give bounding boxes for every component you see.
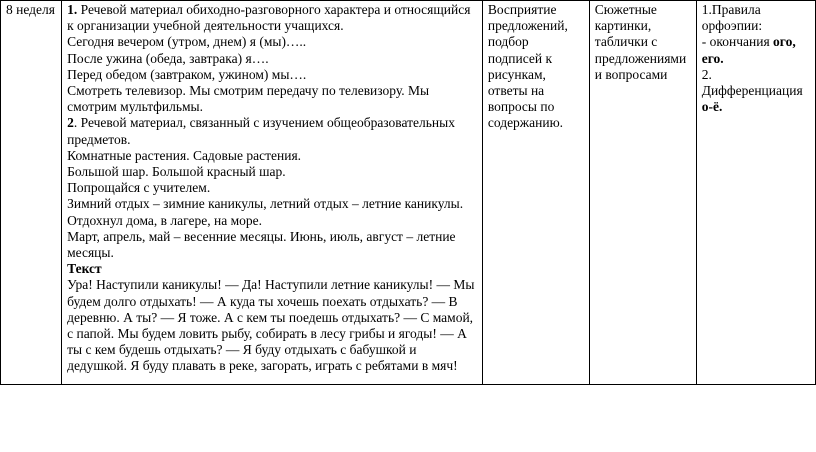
speech-material-cell <box>62 1 483 385</box>
text-heading: Текст <box>67 261 102 277</box>
week-label: 8 неделя <box>6 2 55 17</box>
rules-line-1: 1.Правила орфоэпии: <box>701 2 763 34</box>
rules-line-4: о-ё. <box>701 99 723 115</box>
item1-number: 1. <box>67 2 78 17</box>
rules-line-3: 2. Дифференциация <box>701 66 803 99</box>
visual-aids-text: Сюжетные картинки, таблички с предложениями и вопросами <box>594 2 687 82</box>
item1-text: Речевой материал обиходно-разговорного характера и относящийся к организации учебной деятельности учащихся. <box>67 2 471 34</box>
activity-cell <box>482 1 589 385</box>
activity-text: Восприятие предложений, подбор подписей к рисункам, ответы на вопросы по содержанию. <box>487 2 568 131</box>
item2-paragraph <box>67 115 479 147</box>
phrase-line: Смотреть телевизор. Мы смотрим передачу по телевизору. Мы смотрим мультфильмы. <box>67 83 430 115</box>
visual-aids-cell <box>589 1 696 385</box>
phrase-line: Перед обедом (завтраком, ужином) мы…. <box>67 66 307 82</box>
table-row <box>1 1 816 385</box>
text-body: Ура! Наступили каникулы! — Да! Наступили летние каникулы! — Мы будем долго отдыхать! — А куда ты хочешь поехать отдыхать? — В деревню. А ты? — Я тоже. А с кем ты поедешь отдыхать? — С мамой, с папой. Мы будем ловить рыбу, собирать в лесу грибы и ягоды! — А ты с кем будешь отдыхать? — Я буду отдыхать с бабушкой и дедушкой. Я буду плавать в реке, загорать, играть с ребятами в мяч! <box>67 277 475 374</box>
phrase-line: Большой шар. Большой красный шар. <box>67 164 286 180</box>
rules-cell <box>696 1 815 385</box>
phrase-line: После ужина (обеда, завтрака) я…. <box>67 50 269 66</box>
rules-endings-label: - окончания <box>701 34 774 50</box>
phrase-line: Комнатные растения. Садовые растения. <box>67 147 302 163</box>
item2-number: 2 <box>67 115 74 131</box>
phrase-line: Отдохнул дома, в лагере, на море. <box>67 212 262 228</box>
rules-line-2 <box>702 34 812 66</box>
rules-endings-bold: ого, его. <box>701 34 796 66</box>
phrase-line: Попрощайся с учителем. <box>67 180 211 196</box>
item2-text: . Речевой материал, связанный с изучением общеобразовательных предметов. <box>67 115 455 147</box>
phrase-line: Зимний отдых – зимние каникулы, летний отдых – летние каникулы. <box>67 196 464 212</box>
item1-paragraph <box>67 2 479 34</box>
phrase-line: Сегодня вечером (утром, днем) я (мы)….. <box>67 34 307 50</box>
week-cell <box>1 1 62 385</box>
phrase-line: Март, апрель, май – весенние месяцы. Июнь, июль, август – летние месяцы. <box>67 228 456 261</box>
